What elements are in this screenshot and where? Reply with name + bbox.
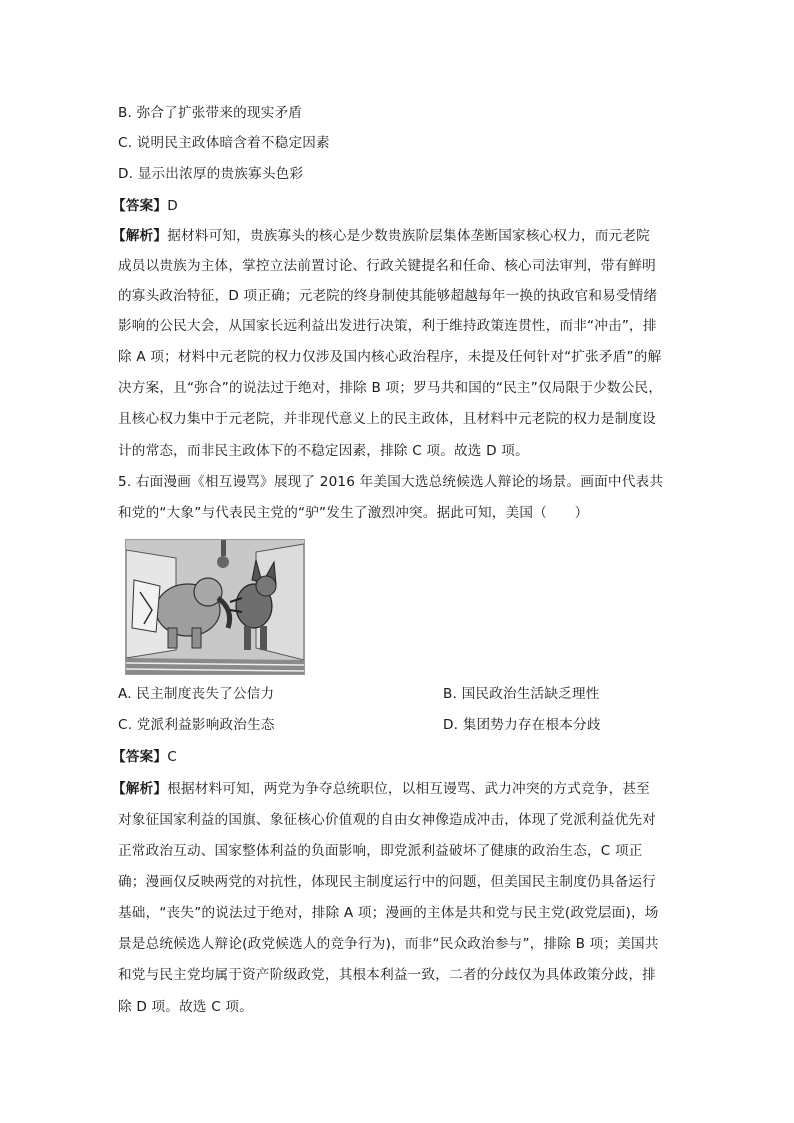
q5-stem-line-1: 5. 右面漫画《相互谩骂》展现了 2016 年美国大选总统候选人辩论的场景。画面中代表共	[118, 474, 664, 490]
q5-analysis-line-5: 基础，“丧失”的说法过于绝对，排除 A 项；漫画的主体是共和党与民主党(政党层面)，场	[118, 905, 659, 921]
q5-analysis-line-7: 和党与民主党均属于资产阶级政党，其根本利益一致，二者的分歧仅为具体政策分歧，排	[118, 967, 656, 983]
answer-value: C	[167, 749, 177, 765]
analysis-text: 根据材料可知，两党为争夺总统职位，以相互谩骂、武力冲突的方式竞争，甚至	[167, 781, 650, 797]
q5-analysis-line-1	[112, 779, 672, 799]
analysis-label: 【解析】	[112, 781, 168, 797]
analysis-text: 据材料可知，贵族寡头的核心是少数贵族阶层集体垄断国家核心权力，而元老院	[167, 228, 650, 244]
analysis-label: 【解析】	[112, 228, 168, 244]
answer-label: 【答案】	[112, 749, 168, 765]
q5-answer	[112, 747, 672, 767]
q5-analysis-line-6: 景是总统候选人辩论(政党候选人的竞争行为)，而非“民众政治参与”，排除 B 项；美国共	[118, 936, 659, 952]
q4-option-c: C. 说明民主政体暗含着不稳定因素	[118, 135, 330, 151]
q4-analysis-line-5: 除 A 项；材料中元老院的权力仅涉及国内核心政治程序，未提及任何针对“扩张矛盾”的解	[118, 349, 662, 365]
q5-analysis-line-4: 确；漫画仅反映两党的对抗性，体现民主制度运行中的问题，但美国民主制度仍具备运行	[118, 874, 656, 890]
q5-analysis-line-2: 对象征国家利益的国旗、象征核心价值观的自由女神像造成冲击，体现了党派利益优先对	[118, 812, 656, 828]
q4-analysis-line-1	[112, 226, 672, 246]
q4-analysis-line-8: 计的常态，而非民主政体下的不稳定因素，排除 C 项。故选 D 项。	[118, 443, 529, 459]
q4-analysis-line-4: 影响的公民大会，从国家长远利益出发进行决策，利于维持政策连贯性，而非“冲击”，排	[118, 318, 657, 334]
cartoon-illustration	[126, 540, 304, 674]
q4-analysis-line-3: 的寡头政治特征，D 项正确；元老院的终身制使其能够超越每年一换的执政官和易受情绪	[118, 288, 658, 304]
q4-answer	[112, 196, 672, 216]
q4-option-b: B. 弥合了扩张带来的现实矛盾	[118, 105, 303, 121]
cartoon-image	[125, 539, 305, 675]
q4-analysis-line-7: 且核心权力集中于元老院，并非现代意义上的民主政体，且材料中元老院的权力是制度设	[118, 411, 656, 427]
q5-option-d: D. 集团势力存在根本分歧	[443, 717, 601, 733]
q4-analysis-line-2: 成员以贵族为主体，掌控立法前置讨论、行政关键提名和任命、核心司法审判，带有鲜明	[118, 258, 656, 274]
q5-option-b: B. 国民政治生活缺乏理性	[443, 686, 600, 702]
q4-option-d: D. 显示出浓厚的贵族寡头色彩	[118, 166, 304, 182]
q5-option-a: A. 民主制度丧失了公信力	[118, 686, 275, 702]
answer-value: D	[167, 198, 178, 214]
answer-label: 【答案】	[112, 198, 168, 214]
q5-analysis-line-8: 除 D 项。故选 C 项。	[118, 999, 253, 1015]
q5-analysis-line-3: 正常政治互动、国家整体利益的负面影响，即党派利益破坏了健康的政治生态，C 项正	[118, 843, 643, 859]
q5-stem-line-2: 和党的“大象”与代表民主党的“驴”发生了激烈冲突。据此可知，美国（ ）	[118, 505, 589, 521]
q5-option-c: C. 党派利益影响政治生态	[118, 717, 275, 733]
q4-analysis-line-6: 决方案，且“弥合”的说法过于绝对，排除 B 项；罗马共和国的“民主”仅局限于少数公民，	[118, 380, 663, 396]
